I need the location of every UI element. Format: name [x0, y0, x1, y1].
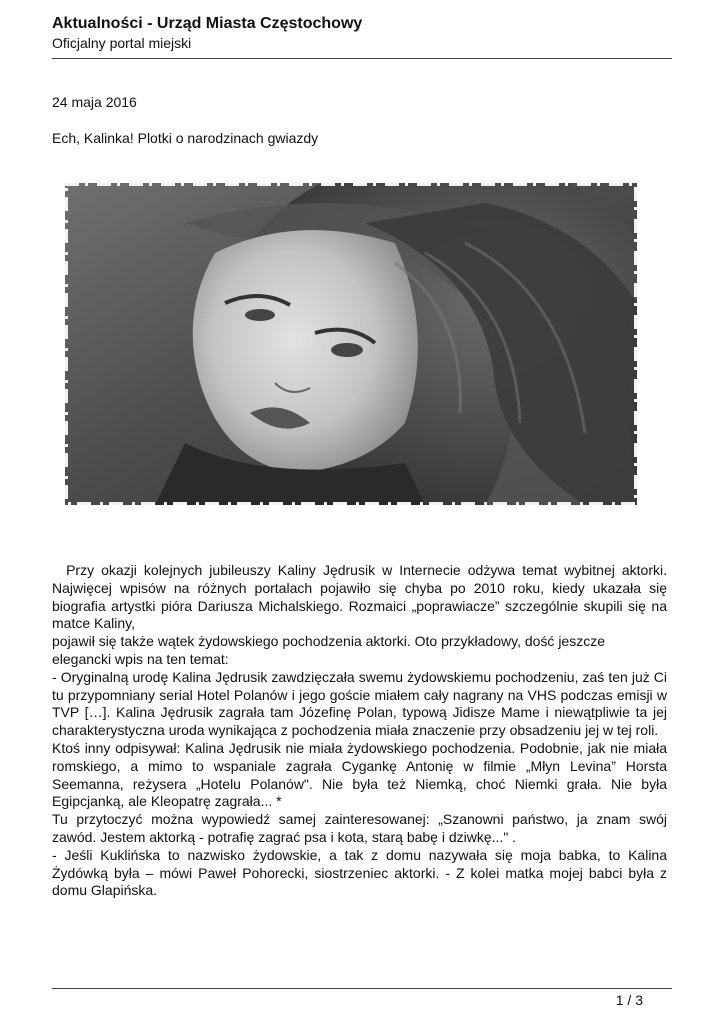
site-title: Aktualności - Urząd Miasta Częstochowy: [52, 15, 363, 32]
footer-divider: [52, 988, 672, 989]
header-divider: [52, 58, 672, 59]
article-body: [52, 562, 671, 900]
page-number: 1 / 3: [615, 992, 643, 1008]
article-paragraph: - Oryginalną urodę Kalina Jędrusik zawdzięczała swemu żydowskiemu pochodzeniu, zaś ten już Ci tu przypomniany serial Hotel Polanów i jego goście miałem cały nagrany na VHS podczas emisji w TVP […]. Kalina Jędrusik zagrała tam Józefinę Polan, typową Jidisze Mame i niewątpliwie ta jej charakterystyczna uroda wynikająca z pochodzenia miała znaczenie przy obsadzeniu jej w tej roli.: [52, 668, 667, 739]
article-paragraph: Ktoś inny odpisywał: Kalina Jędrusik nie miała żydowskiego pochodzenia. Podobnie, jak nie miała romskiego, a mimo to wspaniale zagrała Cygankę Antonię w filmie „Młyn Levina” Horsta Seemanna, reżysera „Hotelu Polanów". Nie była też Niemką, choć Niemki grała. Nie była Egipcjanką, ale Kleopatrę zagrała... *: [52, 739, 667, 810]
page-header: [52, 14, 672, 52]
article-date: 24 maja 2016: [52, 94, 137, 110]
article-paragraph: Przy okazji kolejnych jubileuszy Kaliny Jędrusik w Internecie odżywa temat wybitnej aktorki. Najwięcej wpisów na różnych portalach pojawiło się chyba po 2010 roku, kiedy ukazała się biografia artystki pióra Dariusza Michalskiego. Rozmaici „poprawiacze” szczególnie skupili się na matce Kaliny,: [52, 562, 671, 632]
portrait-photo-illustration: [65, 183, 637, 505]
article-photo: [65, 183, 637, 505]
article-paragraph: - Jeśli Kuklińska to nazwisko żydowskie, a tak z domu nazywała się moja babka, to Kalina Żydówką była – mówi Paweł Pohorecki, siostrzeniec aktorki. - Z kolei matka mojej babci była z domu Glapińska.: [52, 846, 667, 899]
article-title: Ech, Kalinka! Plotki o narodzinach gwiazdy: [52, 130, 319, 146]
site-subtitle: Oficjalny portal miejski: [52, 35, 192, 51]
article-paragraph: Tu przytoczyć można wypowiedź samej zainteresowanej: „Szanowni państwo, ja znam swój zawód. Jestem aktorką - potrafię zagrać psa i kota, starą babę i dziwkę..." .: [52, 811, 667, 845]
article-paragraph: pojawił się także wątek żydowskiego pochodzenia aktorki. Oto przykładowy, dość jeszcze elegancki wpis na ten temat:: [52, 633, 605, 667]
